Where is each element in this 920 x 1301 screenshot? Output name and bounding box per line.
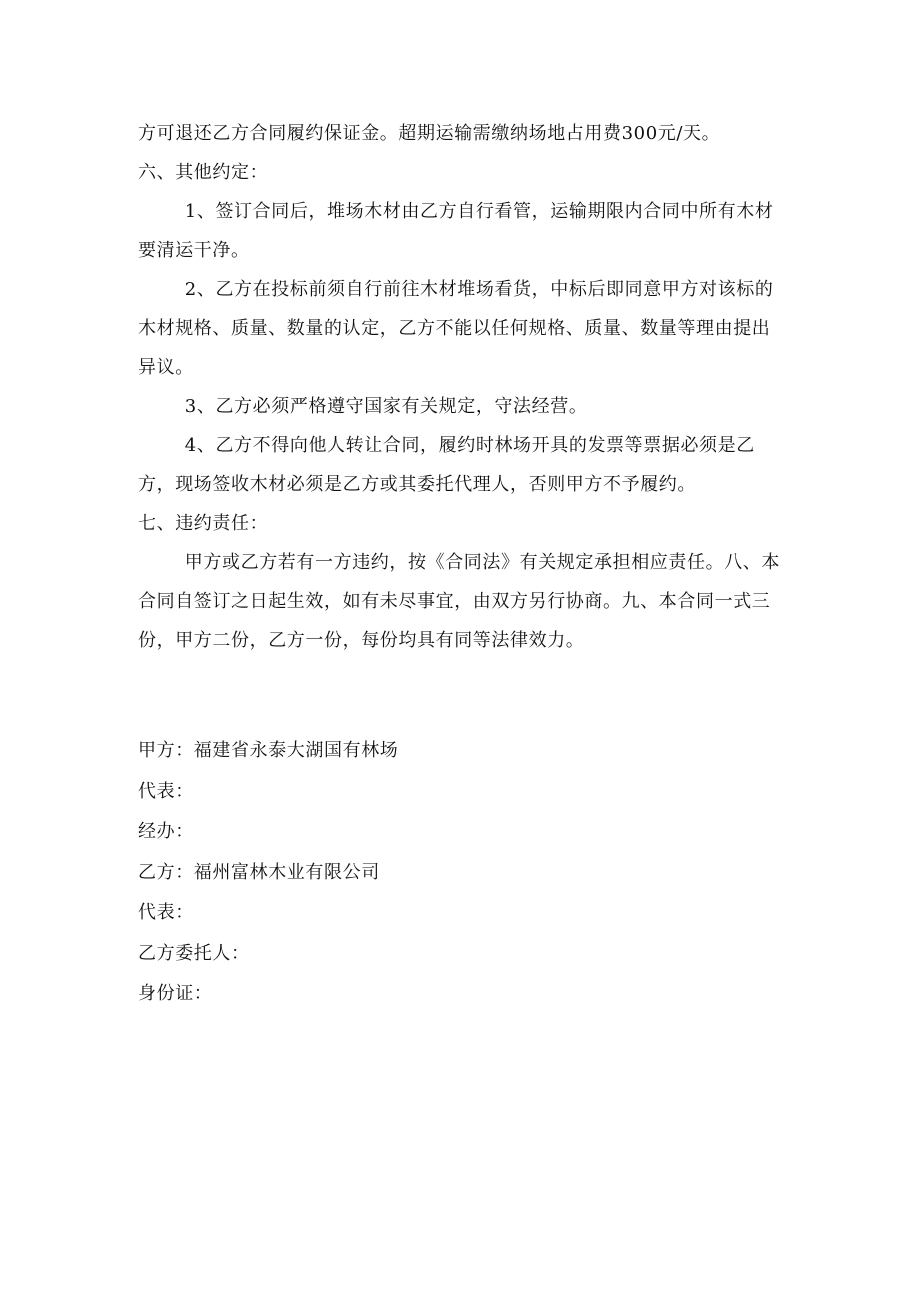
signature-block — [138, 731, 786, 1015]
party-b-agent-line: 乙方委托人： — [138, 942, 250, 964]
liability-paragraph: 甲方或乙方若有一方违约，按《合同法》有关规定承担相应责任。八、本合同自签订之日起生效，如有未尽事宜，由双方另行协商。九、本合同一式三份，甲方二份，乙方一份，每份均具有同等法律效力。 — [138, 552, 780, 651]
party-b-representative-line: 代表： — [138, 902, 194, 923]
clause-1-custody: 1、签订合同后，堆场木材由乙方自行看管，运输期限内合同中所有木材要清运干净。 — [138, 201, 774, 261]
paragraph-deposit-refund: 方可退还乙方合同履约保证金。超期运输需缴纳场地占用费300元/天。 — [138, 123, 721, 144]
section-heading-liability: 七、违约责任： — [138, 513, 269, 534]
contract-body — [138, 114, 786, 660]
party-b-line: 乙方：福州富林木业有限公司 — [138, 861, 380, 883]
section-heading-other-terms: 六、其他约定： — [138, 162, 269, 183]
party-a-line: 甲方：福建省永泰大湖国有林场 — [138, 740, 399, 761]
party-a-handler-line: 经办： — [138, 821, 194, 842]
clause-3-compliance: 3、乙方必须严格遵守国家有关规定，守法经营。 — [184, 396, 588, 417]
clause-2-inspection: 2、乙方在投标前须自行前往木材堆场看货，中标后即同意甲方对该标的木材规格、质量、数量的认定，乙方不能以任何规格、质量、数量等理由提出异议。 — [138, 279, 774, 378]
id-number-line: 身份证： — [138, 983, 213, 1004]
party-a-representative-line: 代表： — [138, 780, 194, 802]
clause-4-no-transfer: 4、乙方不得向他人转让合同，履约时林场开具的发票等票据必须是乙方，现场签收木材必须是乙方或其委托代理人，否则甲方不予履约。 — [138, 435, 755, 495]
